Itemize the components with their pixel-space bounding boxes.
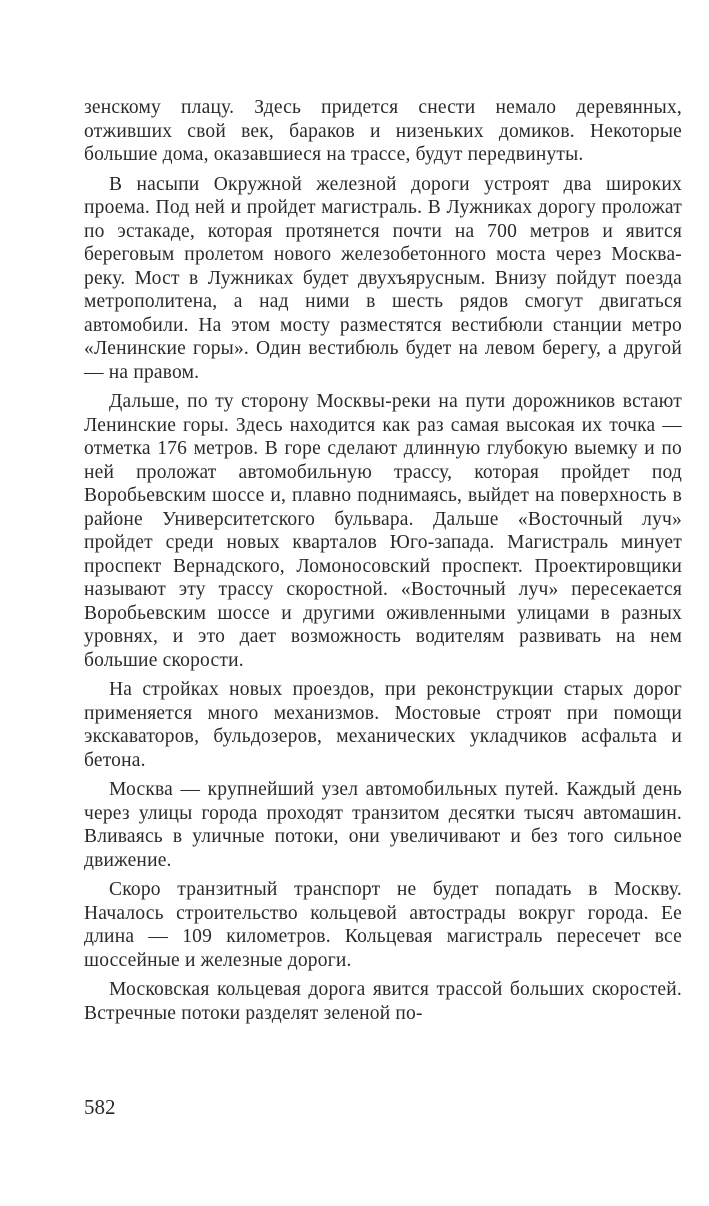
paragraph: В насыпи Окружной железной дороги устроят два широких проема. Под ней и пройдет магистраль. В Лужниках дорогу проложат по эстакаде, которая протянется почти на 700 метров и явится береговым пролетом нового железобетонного моста через Москва-реку. Мост в Лужниках будет двухъярусным. Внизу пойдут поезда метрополитена, а над ними в шесть рядов смогут двигаться автомобили. На этом мосту разместятся вестибюли станции метро «Ленинские горы». Один вестибюль будет на левом берегу, а другой — на правом. xyxy=(84,173,682,383)
paragraph: Дальше, по ту сторону Москвы-реки на пути дорожников встают Ленинские горы. Здесь находится как раз самая высокая их точка — отметка 176 метров. В горе сделают длинную глубокую выемку и по ней проложат автомобильную трассу, которая пройдет под Воробьевским шоссе и, плавно поднимаясь, выйдет на поверхность в районе Университетского бульвара. Дальше «Восточный луч» пройдет среди новых кварталов Юго-запада. Магистраль минует проспект Вернадского, Ломоносовский проспект. Проектировщики называют эту трассу скоростной. «Восточный луч» пересекается Воробьевским шоссе и другими оживленными улицами в разных уровнях, и это дает возможность водителям развивать на нем большие скорости. xyxy=(84,391,682,671)
paragraph: Скоро транзитный транспорт не будет попадать в Москву. Началось строительство кольцевой автострады вокруг города. Ее длина — 109 километров. Кольцевая магистраль пересечет все шоссейные и железные дороги. xyxy=(84,879,682,971)
paragraph: На стройках новых проездов, при реконструкции старых дорог применяется много механизмов. Мостовые строят при помощи экскаваторов, бульдозеров, механических укладчиков асфальта и бетона. xyxy=(84,679,682,771)
paragraph: Московская кольцевая дорога явится трассой больших скоростей. Встречные потоки разделят зеленой по- xyxy=(84,979,682,1024)
paragraph: Москва — крупнейший узел автомобильных путей. Каждый день через улицы города проходят транзитом десятки тысяч автомашин. Вливаясь в уличные потоки, они увеличивают и без того сильное движение. xyxy=(84,779,682,871)
paragraph: зенскому плацу. Здесь придется снести немало деревянных, отживших свой век, бараков и низеньких домиков. Некоторые большие дома, оказавшиеся на трассе, будут передвинуты. xyxy=(84,97,682,165)
page-number: 582 xyxy=(84,1095,116,1119)
body-text xyxy=(84,96,682,1031)
